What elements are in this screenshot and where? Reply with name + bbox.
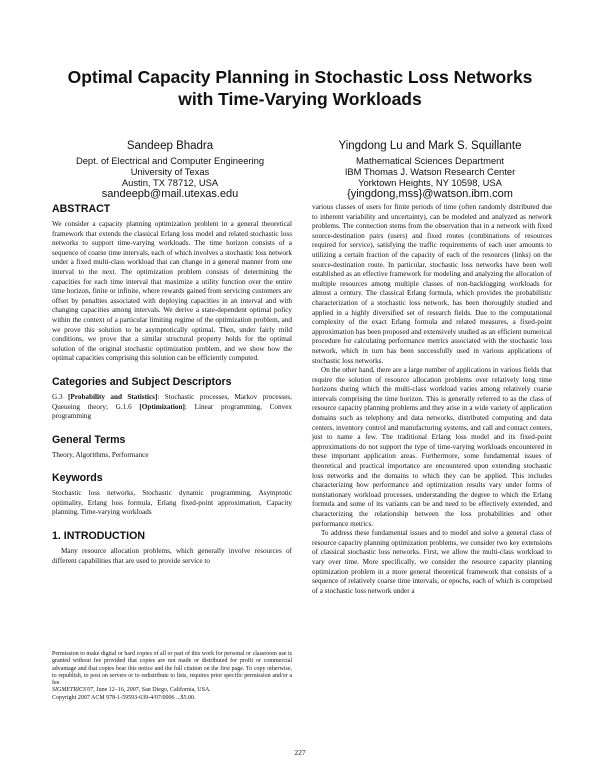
author-name: Sandeep Bhadra [126,140,214,152]
keywords-text: Stochastic loss networks, Stochastic dynamic programming, Asymptotic optimality, Erlang loss formula, Erlang fixed-point approximation, Capacity planning, Time-varying workloads [52,489,292,517]
author-university: University of Texas [130,166,210,177]
ccs-descriptors-2: : Linear programming, Convex programming [52,402,292,421]
conference-details: June 12–16, 2007, San Diego, California, USA. [94,687,211,694]
author-block-left [40,139,300,201]
ccs-probability-statistics: [Probability and Statistics] [68,392,158,401]
permission-text: Permission to make digital or hard copies of all or part of this work for personal or classroom use is granted without fee provided that copies are not made or distributed for profit or commercial advantage and that copies bear this notice and the full citation on the first page. To copy otherwise, to republish, to post on servers or to redistribute to lists, requires prior specific permission and/or a fee. [52,651,292,687]
copyright-line: Copyright 2007 ACM 978-1-59593-639-4/07/0006 ...$5.00. [52,694,196,701]
introduction-text: Many resource allocation problems, which generally involve resources of different capabilities that are used to provide service to [52,547,292,565]
conference-line [52,687,292,694]
intro-paragraph-3: To address these fundamental issues and to model and solve a general class of resource capacity planning optimization problems, we consider two key extensions of classical stochastic loss networks. First, we allow the multi-class workload to vary over time. More specifically, we consider the resource capacity planning optimization problem in a more general theoretical framework that consists of a sequence of relatively coarse time intervals, or epochs, each of which is comprised of a stochastic loss network under a [312,529,552,595]
paper-title [40,66,560,110]
author-department: Dept. of Electrical and Computer Engineering [75,155,265,166]
permission-footnote [52,651,292,702]
left-column [52,203,292,566]
right-column [312,203,552,596]
author-block-right [300,139,560,201]
ccs-descriptors-1: : Stochastic processes, Markov processes, Queueing theory; G.1.6 [52,392,292,411]
author-research-center: IBM Thomas J. Watson Research Center [344,166,516,177]
ccs-optimization: [Optimization] [139,402,185,411]
conference-name: SIGMETRICS'07, [52,687,95,694]
page-number: 227 [294,748,306,757]
author-city: Yorktown Heights, NY 10598, USA [358,177,502,188]
introduction-heading: 1. INTRODUCTION [52,530,145,543]
abstract-text: We consider a capacity planning optimization problem in a general theoretical framework that extends the classical Erlang loss model and related stochastic loss networks to support time-varying workloads. The time horizon consists of a sequence of coarse time intervals, each of which involves a stochastic loss network under a fixed multi-class workload that can change in a general manner from one interval to the next. The optimization problem consists of determining the capacities for each time interval that maximize a utility function over the entire time horizon, finite or infinite, where rewards gained from servicing customers are offset by penalties associated with deploying capacities in an interval and with changing capacities among intervals. We derive a state-dependent optimal policy within the context of a particular limiting regime of the optimization problem, and we prove this solution to be asymptotically optimal. Then, under fairly mild conditions, we prove that a similar structural property holds for the optimal solution of the original stochastic optimization problem, and we show how the optimal capacities comprising this solution can be efficiently computed. [52,220,292,363]
intro-paragraph-1: various classes of users for finite periods of time (often randomly distributed due to inherent variability and uncertainty), can be modeled and analyzed as network problems. The connection stems from the observation that in a network with fixed source-destination pairs (users) and fixed routes (combinations of resources required for service), satisfying the traffic requirements of each user amounts to utilizing a certain fraction of the capacity of each of the resources (links) on the source-destination route. In particular, stochastic loss networks have been well established as an effective framework for modeling and analyzing the allocation of multiple resources among multiple classes of non-backlogging workloads for almost a century. The classical Erlang formula, which provides the probabilistic characterization of a stochastic loss network, has been thoroughly studied and applied in a highly diversified set of research fields. Due to the computational complexity of the exact Erlang formula and related measures, a fixed-point approximation has been proposed and extensively studied as an efficient numerical procedure for calculating performance metrics associated with the stochastic loss network, which in turn has been successfully used in various applications of stochastic loss networks. [312,203,552,365]
intro-paragraph-2: On the other hand, there are a large number of applications in various fields that require the solution of resource allocation problems over relatively long time horizons during which the multi-class workload varies among relatively coarse intervals comprising the time horizon. This is generally referred to as the class of resource capacity planning problems and they arise in a wide variety of application domains such as telephony and data networks, distributed computing and data centers, inventory control and manufacturing systems, and call and contact centers, just to name a few. The traditional Erlang loss model and its fixed-point approximations do not support the type of time-varying workloads encountered in these important application areas. Furthermore, some fundamental issues of theoretical and practical importance are encountered upon extending stochastic loss networks and the domains to which they can be applied. This includes characterizing how performance and optimization results vary under forms of nonstationary workload processes, understanding the degree to which the Erlang formula and some of its variants can be and need to be effectively extended, and characterizing the relationship between the loss probabilities and other performance metrics. [312,366,552,528]
author-email: sandeepb@mail.utexas.edu [101,188,239,200]
author-email: {yingdong,mss}@watson.ibm.com [347,188,513,200]
keywords-heading: Keywords [52,472,103,485]
author-name: Yingdong Lu and Mark S. Squillante [338,140,522,152]
title-line-2: with Time-Varying Workloads [178,89,422,109]
categories-heading: Categories and Subject Descriptors [52,375,232,388]
ccs-code-g3: G.3 [52,392,68,401]
categories-text [52,393,292,422]
title-line-1: Optimal Capacity Planning in Stochastic Loss Networks [67,67,533,87]
general-terms-heading: General Terms [52,433,126,446]
author-department: Mathematical Sciences Department [356,155,504,166]
author-city: Austin, TX 78712, USA [121,177,219,188]
general-terms-text: Theory, Algorithms, Performance [52,450,149,459]
abstract-heading: ABSTRACT [52,203,111,215]
